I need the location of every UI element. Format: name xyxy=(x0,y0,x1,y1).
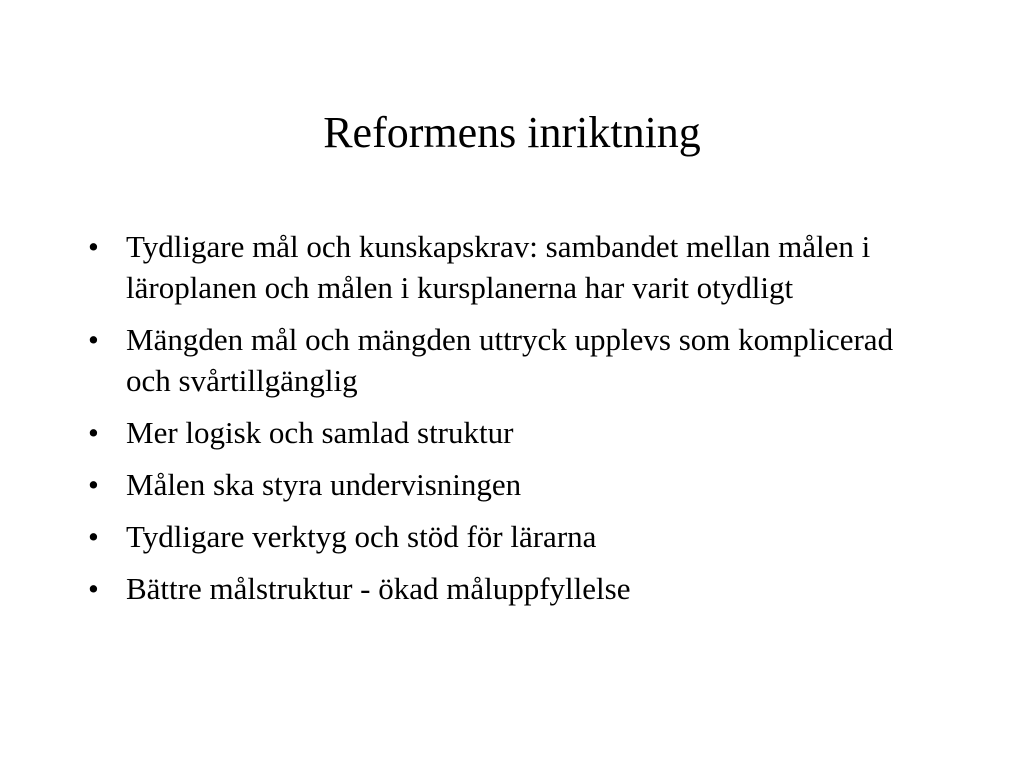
bullet-text: Målen ska styra undervisningen xyxy=(126,467,522,502)
bullet-point-icon: • xyxy=(88,229,99,264)
bullet-text: Tydligare mål och kunskapskrav: sambandet mellan målen i läroplanen och målen i kursplanerna har varit otydligt xyxy=(126,229,871,305)
bullet-point-icon: • xyxy=(88,571,99,606)
bullet-item xyxy=(88,226,938,308)
bullet-point-icon: • xyxy=(88,467,99,502)
bullet-item xyxy=(88,568,938,609)
bullet-point-icon: • xyxy=(88,322,99,357)
bullet-text: Bättre målstruktur - ökad måluppfyllelse xyxy=(126,571,631,606)
bullet-item xyxy=(88,412,938,453)
bullet-text: Mer logisk och samlad struktur xyxy=(126,415,514,450)
bullet-point-icon: • xyxy=(88,519,99,554)
bullet-text: Mängden mål och mängden uttryck upplevs som komplicerad och svårtillgänglig xyxy=(126,322,894,398)
bullet-item xyxy=(88,319,938,401)
bullet-item xyxy=(88,464,938,505)
bullet-list xyxy=(88,226,938,620)
bullet-point-icon: • xyxy=(88,415,99,450)
slide-title: Reformens inriktning xyxy=(323,108,701,157)
bullet-item xyxy=(88,516,938,557)
bullet-text: Tydligare verktyg och stöd för lärarna xyxy=(126,519,597,554)
